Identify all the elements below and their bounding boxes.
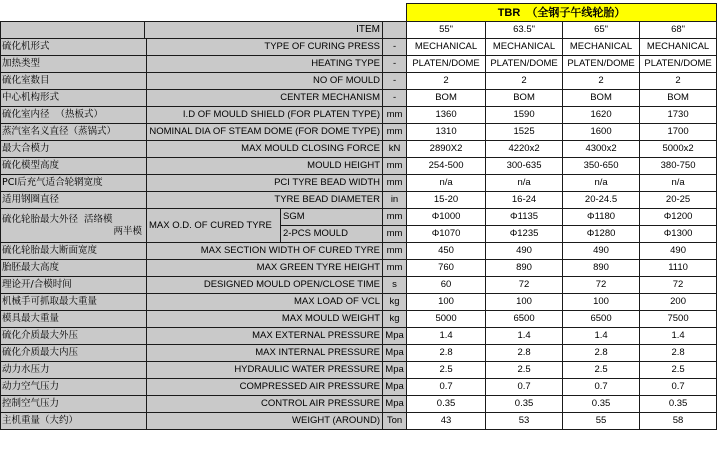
row-label-en: MAX EXTERNAL PRESSURE [147, 328, 383, 345]
row-value: BOM [486, 90, 563, 107]
row-label-cn: 最大合模力 [1, 141, 147, 158]
row-value: BOM [563, 90, 640, 107]
row-value: 72 [640, 277, 717, 294]
row-label-en: MAX MOULD WEIGHT [147, 311, 383, 328]
row-value: 6500 [563, 311, 640, 328]
row-unit: mm [383, 226, 407, 243]
row-value: 72 [486, 277, 563, 294]
spec-row [1, 73, 717, 90]
row-unit: Ton [383, 413, 407, 430]
row-value: 55 [563, 413, 640, 430]
row-value: MECHANICAL [563, 39, 640, 56]
row-label-cn: 硫化机形式 [1, 39, 147, 56]
row-label-en: I.D OF MOULD SHIELD (FOR PLATEN TYPE) [147, 107, 383, 124]
row-label-cn: 加热类型 [1, 56, 147, 73]
row-value: 0.35 [563, 396, 640, 413]
row-value: 2.8 [640, 345, 717, 362]
row-unit: mm [383, 209, 407, 226]
row-value: 100 [486, 294, 563, 311]
row-value: Φ1000 [407, 209, 486, 226]
spec-table [0, 3, 717, 430]
row-label-en: NOMINAL DIA OF STEAM DOME (FOR DOME TYPE) [147, 124, 383, 141]
spec-row [1, 175, 717, 192]
row-value: 43 [407, 413, 486, 430]
row-value: PLATEN/DOME [563, 56, 640, 73]
row-value: 5000x2 [640, 141, 717, 158]
row-value: 0.35 [486, 396, 563, 413]
row-unit: Mpa [383, 396, 407, 413]
row-label-en: CENTER MECHANISM [147, 90, 383, 107]
row-unit: Mpa [383, 328, 407, 345]
row-label-cn: 模具最大重量 [1, 311, 147, 328]
row-value: 2.5 [407, 362, 486, 379]
row-value: 100 [563, 294, 640, 311]
row-label-cn: 硫化介质最大内压 [1, 345, 147, 362]
row-value: 4220x2 [486, 141, 563, 158]
row-value: Φ1200 [640, 209, 717, 226]
row-label-cn: 机械手可抓取最大重量 [1, 294, 147, 311]
row-value: 60 [407, 277, 486, 294]
row-unit: in [383, 192, 407, 209]
row-value: Φ1280 [563, 226, 640, 243]
row-value: 2.8 [407, 345, 486, 362]
row-label-cn: 蒸汽室名义直径（蒸锅式） [1, 124, 147, 141]
spec-row [1, 345, 717, 362]
row-value: MECHANICAL [486, 39, 563, 56]
row-label-en: MAX GREEN TYRE HEIGHT [147, 260, 383, 277]
spec-row [1, 362, 717, 379]
row-value: 0.7 [640, 379, 717, 396]
row-value: 1525 [486, 124, 563, 141]
row-value: 16-24 [486, 192, 563, 209]
row-value: 0.7 [407, 379, 486, 396]
row-value: 4300x2 [563, 141, 640, 158]
row-value: 2890X2 [407, 141, 486, 158]
row-unit: - [383, 73, 407, 90]
row-unit: s [383, 277, 407, 294]
spec-row [1, 90, 717, 107]
row-unit: - [383, 90, 407, 107]
row-value: n/a [486, 175, 563, 192]
row-value: BOM [640, 90, 717, 107]
row-label-cn [1, 209, 147, 243]
spec-row [1, 209, 717, 226]
row-value: 1.4 [407, 328, 486, 345]
row-value: 890 [563, 260, 640, 277]
spec-row [1, 243, 717, 260]
row-value: Φ1180 [563, 209, 640, 226]
cured-tyre-label-cn-2: 两半模 [113, 225, 142, 237]
spec-row [1, 107, 717, 124]
row-value: 2 [486, 73, 563, 90]
row-value: 760 [407, 260, 486, 277]
row-value: 2.5 [640, 362, 717, 379]
row-value: 2 [563, 73, 640, 90]
row-value: 490 [640, 243, 717, 260]
row-label-en: TYRE BEAD DIAMETER [147, 192, 383, 209]
row-label-en: MAX O.D. OF CURED TYRE [147, 209, 281, 243]
row-value: 200 [640, 294, 717, 311]
row-value: MECHANICAL [640, 39, 717, 56]
row-label-cn: 硫化室内径 （热板式） [1, 107, 147, 124]
row-value: 1600 [563, 124, 640, 141]
row-value: 450 [407, 243, 486, 260]
row-value: 1590 [486, 107, 563, 124]
spec-row [1, 379, 717, 396]
size-header: 65" [563, 22, 640, 39]
row-value: 6500 [486, 311, 563, 328]
header-row [1, 22, 717, 39]
row-value: 2.8 [563, 345, 640, 362]
row-value: 0.35 [640, 396, 717, 413]
row-label-cn: 硫化室数目 [1, 73, 147, 90]
size-header: 55" [407, 22, 486, 39]
row-value: 20-25 [640, 192, 717, 209]
row-label-en: MAX INTERNAL PRESSURE [147, 345, 383, 362]
row-value: n/a [407, 175, 486, 192]
row-unit: kg [383, 294, 407, 311]
row-value: 2.8 [486, 345, 563, 362]
row-label-cn: 胎胚最大高度 [1, 260, 147, 277]
row-value: Φ1135 [486, 209, 563, 226]
row-value: n/a [563, 175, 640, 192]
row-value: 1.4 [563, 328, 640, 345]
row-unit: mm [383, 260, 407, 277]
row-unit: mm [383, 158, 407, 175]
row-unit: kg [383, 311, 407, 328]
row-value: BOM [407, 90, 486, 107]
spec-row [1, 311, 717, 328]
row-value: 1110 [640, 260, 717, 277]
row-unit: mm [383, 243, 407, 260]
row-unit: mm [383, 175, 407, 192]
row-label-cn: 中心机构形式 [1, 90, 147, 107]
spec-row [1, 124, 717, 141]
row-label-en: CONTROL AIR PRESSURE [147, 396, 383, 413]
row-sublabel: 2-PCS MOULD [281, 226, 383, 243]
row-label-en: TYPE OF CURING PRESS [147, 39, 383, 56]
row-value: 100 [407, 294, 486, 311]
row-value: 0.35 [407, 396, 486, 413]
row-label-cn: 硫化介质最大外压 [1, 328, 147, 345]
row-value: 1700 [640, 124, 717, 141]
row-label-en: MAX MOULD CLOSING FORCE [147, 141, 383, 158]
row-unit: Mpa [383, 379, 407, 396]
row-unit: - [383, 56, 407, 73]
row-value: 490 [563, 243, 640, 260]
row-value: 58 [640, 413, 717, 430]
item-header: ITEM [145, 22, 383, 39]
row-value: 2 [640, 73, 717, 90]
row-value: 1620 [563, 107, 640, 124]
row-label-en: DESIGNED MOULD OPEN/CLOSE TIME [147, 277, 383, 294]
row-value: 1310 [407, 124, 486, 141]
row-value: 1.4 [640, 328, 717, 345]
row-label-cn: 动力水压力 [1, 362, 147, 379]
spec-row [1, 328, 717, 345]
row-label-en: MAX LOAD OF VCL [147, 294, 383, 311]
row-unit: kN [383, 141, 407, 158]
row-label-cn: 动力空气压力 [1, 379, 147, 396]
row-value: PLATEN/DOME [486, 56, 563, 73]
spec-row [1, 39, 717, 56]
row-label-en: HYDRAULIC WATER PRESSURE [147, 362, 383, 379]
spec-row [1, 192, 717, 209]
row-value: Φ1070 [407, 226, 486, 243]
row-value: n/a [640, 175, 717, 192]
row-unit: mm [383, 107, 407, 124]
row-unit: - [383, 39, 407, 56]
row-label-en: WEIGHT (AROUND) [147, 413, 383, 430]
spec-row [1, 260, 717, 277]
row-value: 2.5 [563, 362, 640, 379]
table-title: TBR （全钢子午线轮胎） [407, 4, 717, 22]
row-value: 2.5 [486, 362, 563, 379]
row-value: 1360 [407, 107, 486, 124]
row-value: 20-24.5 [563, 192, 640, 209]
row-value: 0.7 [563, 379, 640, 396]
row-value: Φ1300 [640, 226, 717, 243]
size-header: 68" [640, 22, 717, 39]
row-value: 72 [563, 277, 640, 294]
row-value: 350-650 [563, 158, 640, 175]
spec-row [1, 158, 717, 175]
row-label-cn: 适用钢圈直径 [1, 192, 147, 209]
row-label-en: COMPRESSED AIR PRESSURE [147, 379, 383, 396]
row-value: PLATEN/DOME [407, 56, 486, 73]
row-value: 2 [407, 73, 486, 90]
row-value: 15-20 [407, 192, 486, 209]
row-value: 490 [486, 243, 563, 260]
row-label-cn: 理论开/合模时间 [1, 277, 147, 294]
row-label-en: HEATING TYPE [147, 56, 383, 73]
row-label-en: NO OF MOULD [147, 73, 383, 90]
spec-row [1, 277, 717, 294]
row-unit: mm [383, 124, 407, 141]
spec-row [1, 396, 717, 413]
row-label-cn: 控制空气压力 [1, 396, 147, 413]
row-label-cn: 主机重量（大约） [1, 413, 147, 430]
row-value: PLATEN/DOME [640, 56, 717, 73]
row-value: 890 [486, 260, 563, 277]
title-row [1, 4, 717, 22]
spec-row [1, 413, 717, 430]
row-value: 254-500 [407, 158, 486, 175]
spec-row [1, 141, 717, 158]
row-sublabel: SGM [281, 209, 383, 226]
size-header: 63.5" [486, 22, 563, 39]
row-value: Φ1235 [486, 226, 563, 243]
row-value: MECHANICAL [407, 39, 486, 56]
spec-row [1, 294, 717, 311]
row-label-en: MOULD HEIGHT [147, 158, 383, 175]
row-label-en: PCI TYRE BEAD WIDTH [147, 175, 383, 192]
row-value: 0.7 [486, 379, 563, 396]
row-label-en: MAX SECTION WIDTH OF CURED TYRE [147, 243, 383, 260]
row-label-cn: PCI后充气适合轮辋宽度 [1, 175, 147, 192]
row-value: 5000 [407, 311, 486, 328]
row-value: 1.4 [486, 328, 563, 345]
cured-tyre-label-cn: 硫化轮胎最大外径 活络模 [2, 213, 113, 225]
row-unit: Mpa [383, 362, 407, 379]
row-value: 300-635 [486, 158, 563, 175]
row-unit: Mpa [383, 345, 407, 362]
row-label-cn: 硫化轮胎最大断面宽度 [1, 243, 147, 260]
row-value: 53 [486, 413, 563, 430]
spec-row [1, 56, 717, 73]
row-value: 7500 [640, 311, 717, 328]
row-value: 1730 [640, 107, 717, 124]
row-label-cn: 硫化模型高度 [1, 158, 147, 175]
row-value: 380-750 [640, 158, 717, 175]
